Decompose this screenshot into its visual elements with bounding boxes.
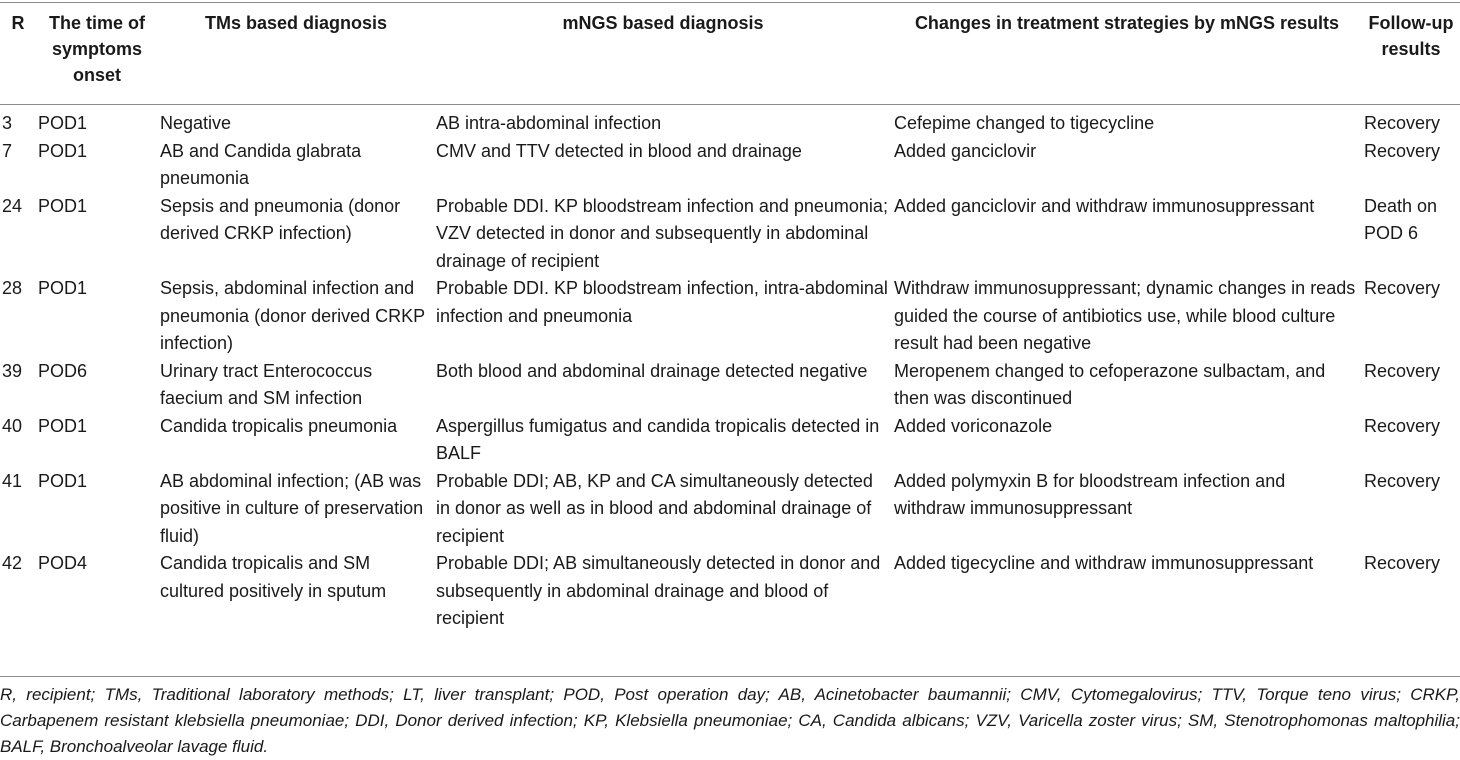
follow-up-cell: Death on POD 6 xyxy=(1364,195,1438,243)
tms-diagnosis-cell: Candida tropicalis pneumonia xyxy=(160,415,398,436)
treatment-change-cell: Added ganciclovir and withdraw immunosuppressant xyxy=(894,195,1315,216)
recipient-cell: 40 xyxy=(2,415,23,436)
tms-diagnosis-cell: AB and Candida glabrata pneumonia xyxy=(160,140,362,188)
table-row xyxy=(0,413,1460,468)
mngs-diagnosis-cell: Probable DDI; AB, KP and CA simultaneously detected in donor as well as in blood and abdominal drainage of recipient xyxy=(436,470,873,546)
treatment-change-cell: Cefepime changed to tigecycline xyxy=(894,113,1155,133)
tms-diagnosis-cell: Sepsis, abdominal infection and pneumonia (donor derived CRKP infection) xyxy=(160,278,425,353)
tms-diagnosis-cell: AB abdominal infection; (AB was positive in culture of preservation fluid) xyxy=(160,470,424,546)
follow-up-cell: Recovery xyxy=(1364,415,1441,436)
tms-diagnosis-cell: Urinary tract Enterococcus faecium and SM infection xyxy=(160,360,373,408)
recipient-cell: 24 xyxy=(2,195,23,216)
mngs-diagnosis-cell: Probable DDI; AB simultaneously detected in donor and subsequently in abdominal drainage and blood of recipient xyxy=(436,553,881,628)
top-rule xyxy=(0,2,1460,3)
onset-time-cell: POD1 xyxy=(38,470,88,491)
recipient-cell: 28 xyxy=(2,278,23,298)
table-body xyxy=(0,98,1460,633)
mngs-diagnosis-cell: Probable DDI. KP bloodstream infection and pneumonia; VZV detected in donor and subsequently in abdominal drainage of recipient xyxy=(436,195,888,271)
onset-time-cell: POD1 xyxy=(38,415,88,436)
header-recipient: R xyxy=(11,13,25,33)
follow-up-cell: Recovery xyxy=(1364,278,1441,298)
onset-time-cell: POD1 xyxy=(38,278,88,298)
table-row xyxy=(0,98,1460,138)
treatment-change-cell: Added tigecycline and withdraw immunosuppressant xyxy=(894,553,1314,573)
treatment-change-cell: Meropenem changed to cefoperazone sulbactam, and then was discontinued xyxy=(894,360,1326,408)
mngs-diagnosis-cell: AB intra-abdominal infection xyxy=(436,113,662,133)
follow-up-cell: Recovery xyxy=(1364,360,1441,381)
onset-time-cell: POD4 xyxy=(38,553,88,573)
table-row xyxy=(0,468,1460,551)
mngs-diagnosis-cell: Both blood and abdominal drainage detected negative xyxy=(436,360,868,381)
treatment-change-cell: Added polymyxin B for bloodstream infection and withdraw immunosuppressant xyxy=(894,470,1286,518)
follow-up-cell: Recovery xyxy=(1364,553,1441,573)
follow-up-cell: Recovery xyxy=(1364,470,1441,491)
onset-time-cell: POD6 xyxy=(38,360,88,381)
recipient-cell: 41 xyxy=(2,470,23,491)
header-treatment-changes: Changes in treatment strategies by mNGS results xyxy=(914,13,1340,33)
header-tms-diagnosis: TMs based diagnosis xyxy=(204,13,388,33)
mngs-diagnosis-cell: CMV and TTV detected in blood and drainage xyxy=(436,140,802,161)
tms-diagnosis-cell: Sepsis and pneumonia (donor derived CRKP infection) xyxy=(160,195,401,243)
treatment-change-cell: Withdraw immunosuppressant; dynamic changes in reads guided the course of antibiotics use, while blood culture result had been negative xyxy=(894,278,1356,353)
onset-time-cell: POD1 xyxy=(38,140,88,161)
results-table xyxy=(0,10,1460,633)
recipient-cell: 42 xyxy=(2,553,23,573)
tms-diagnosis-cell: Negative xyxy=(160,113,232,133)
table-footnote: R, recipient; TMs, Traditional laboratory methods; LT, liver transplant; POD, Post operation day; AB, Acinetobacter baumannii; CMV, Cytomegalovirus; TTV, Torque teno virus; CRKP, Carbapenem resistant klebsiella pneumoniae; DDI, Donor derived infection; KP, Klebsiella pneumoniae; CA, Candida albicans; VZV, Varicella zoster virus; SM, Stenotrophomonas maltophilia; BALF, Bronchoalveolar lavage fluid. xyxy=(0,685,1460,756)
bottom-rule xyxy=(0,676,1460,677)
onset-time-cell: POD1 xyxy=(38,113,88,133)
mngs-diagnosis-cell: Probable DDI. KP bloodstream infection, intra-abdominal infection and pneumonia xyxy=(436,278,888,326)
table-row xyxy=(0,550,1460,633)
table-row xyxy=(0,193,1460,276)
header-follow-up: Follow-up results xyxy=(1368,13,1454,59)
treatment-change-cell: Added voriconazole xyxy=(894,415,1053,436)
recipient-cell: 3 xyxy=(2,113,13,133)
mngs-diagnosis-cell: Aspergillus fumigatus and candida tropicalis detected in BALF xyxy=(436,415,880,463)
tms-diagnosis-cell: Candida tropicalis and SM cultured positively in sputum xyxy=(160,553,387,601)
treatment-change-cell: Added ganciclovir xyxy=(894,140,1037,161)
header-onset-time: The time of symptoms onset xyxy=(48,13,145,85)
recipient-cell: 7 xyxy=(2,140,13,161)
follow-up-cell: Recovery xyxy=(1364,113,1441,133)
header-mngs-diagnosis: mNGS based diagnosis xyxy=(562,13,764,33)
follow-up-cell: Recovery xyxy=(1364,140,1441,161)
table-row xyxy=(0,275,1460,358)
header-row xyxy=(0,10,1460,98)
table-row xyxy=(0,138,1460,193)
recipient-cell: 39 xyxy=(2,360,23,381)
onset-time-cell: POD1 xyxy=(38,195,88,216)
table-row xyxy=(0,358,1460,413)
